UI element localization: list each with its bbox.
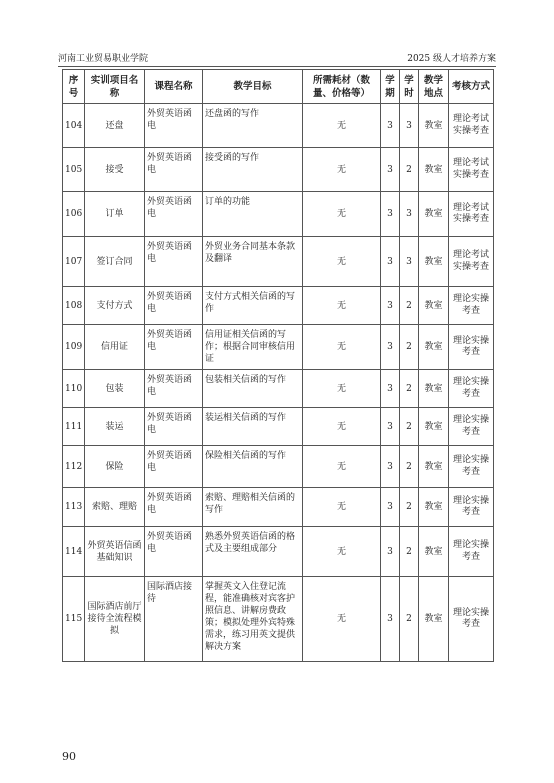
row-number-cell: 110	[63, 370, 85, 408]
teaching-goal-cell: 订单的功能	[203, 192, 303, 237]
row-number-cell: 113	[63, 488, 85, 527]
material-cell: 无	[303, 446, 381, 488]
hours-cell: 3	[400, 104, 419, 148]
term-cell: 3	[381, 527, 400, 577]
term-cell: 3	[381, 577, 400, 662]
assessment-cell: 理论实操考查	[449, 527, 494, 577]
project-name-cell: 索赔、理赔	[85, 488, 145, 527]
location-cell: 教室	[419, 325, 449, 370]
hours-cell: 3	[400, 237, 419, 287]
project-name-cell: 国际酒店前厅接待全流程模拟	[85, 577, 145, 662]
teaching-goal-cell: 索赔、理赔相关信函的写作	[203, 488, 303, 527]
material-cell: 无	[303, 488, 381, 527]
term-cell: 3	[381, 370, 400, 408]
row-number-cell: 109	[63, 325, 85, 370]
table-row	[63, 488, 494, 527]
term-cell: 3	[381, 237, 400, 287]
location-cell: 教室	[419, 446, 449, 488]
table-row	[63, 287, 494, 325]
table-row	[63, 325, 494, 370]
term-cell: 3	[381, 408, 400, 446]
location-cell: 教室	[419, 408, 449, 446]
project-name-cell: 外贸英语信函基础知识	[85, 527, 145, 577]
location-cell: 教室	[419, 577, 449, 662]
assessment-cell: 理论实操考查	[449, 577, 494, 662]
material-cell: 无	[303, 192, 381, 237]
location-cell: 教室	[419, 192, 449, 237]
material-cell: 无	[303, 370, 381, 408]
teaching-goal-cell: 接受函的写作	[203, 148, 303, 192]
project-name-cell: 接受	[85, 148, 145, 192]
assessment-cell: 理论考试实操考查	[449, 237, 494, 287]
course-name-cell: 外贸英语函电	[145, 287, 203, 325]
teaching-goal-cell: 外贸业务合同基本条款及翻译	[203, 237, 303, 287]
term-cell: 3	[381, 192, 400, 237]
row-number-cell: 107	[63, 237, 85, 287]
col-header-course: 课程名称	[145, 70, 203, 104]
course-name-cell: 外贸英语函电	[145, 370, 203, 408]
table-row	[63, 446, 494, 488]
material-cell: 无	[303, 527, 381, 577]
course-name-cell: 外贸英语函电	[145, 446, 203, 488]
row-number-cell: 114	[63, 527, 85, 577]
location-cell: 教室	[419, 287, 449, 325]
location-cell: 教室	[419, 527, 449, 577]
project-name-cell: 包装	[85, 370, 145, 408]
row-number-cell: 105	[63, 148, 85, 192]
hours-cell: 2	[400, 577, 419, 662]
term-cell: 3	[381, 446, 400, 488]
course-name-cell: 外贸英语函电	[145, 527, 203, 577]
term-cell: 3	[381, 488, 400, 527]
project-name-cell: 签订合同	[85, 237, 145, 287]
page-header	[58, 52, 496, 64]
assessment-cell: 理论考试实操考查	[449, 192, 494, 237]
table-row	[63, 237, 494, 287]
hours-cell: 2	[400, 325, 419, 370]
material-cell: 无	[303, 408, 381, 446]
hours-cell: 2	[400, 408, 419, 446]
location-cell: 教室	[419, 104, 449, 148]
assessment-cell: 理论实操考查	[449, 287, 494, 325]
project-name-cell: 支付方式	[85, 287, 145, 325]
header-divider	[58, 66, 496, 67]
row-number-cell: 106	[63, 192, 85, 237]
teaching-goal-cell: 支付方式相关信函的写作	[203, 287, 303, 325]
course-name-cell: 外贸英语函电	[145, 237, 203, 287]
teaching-goal-cell: 装运相关信函的写作	[203, 408, 303, 446]
hours-cell: 2	[400, 287, 419, 325]
training-table	[62, 69, 494, 662]
course-name-cell: 外贸英语函电	[145, 408, 203, 446]
project-name-cell: 订单	[85, 192, 145, 237]
teaching-goal-cell: 保险相关信函的写作	[203, 446, 303, 488]
location-cell: 教室	[419, 148, 449, 192]
table-header-row	[63, 70, 494, 104]
material-cell: 无	[303, 577, 381, 662]
teaching-goal-cell: 还盘函的写作	[203, 104, 303, 148]
col-header-assess: 考核方式	[449, 70, 494, 104]
project-name-cell: 装运	[85, 408, 145, 446]
row-number-cell: 108	[63, 287, 85, 325]
term-cell: 3	[381, 148, 400, 192]
material-cell: 无	[303, 325, 381, 370]
project-name-cell: 还盘	[85, 104, 145, 148]
hours-cell: 3	[400, 192, 419, 237]
row-number-cell: 112	[63, 446, 85, 488]
col-header-goal: 教学目标	[203, 70, 303, 104]
table-row	[63, 104, 494, 148]
course-name-cell: 外贸英语函电	[145, 148, 203, 192]
col-header-project: 实训项目名称	[85, 70, 145, 104]
col-header-material: 所需耗材（数量、价格等）	[303, 70, 381, 104]
table-row	[63, 192, 494, 237]
teaching-goal-cell: 掌握英文入住登记流程，能准确核对宾客护照信息、讲解房费政策；模拟处理外宾特殊需求，练习用英文提供解决方案	[203, 577, 303, 662]
term-cell: 3	[381, 325, 400, 370]
assessment-cell: 理论实操考查	[449, 488, 494, 527]
col-header-hours: 学时	[400, 70, 419, 104]
hours-cell: 2	[400, 527, 419, 577]
project-name-cell: 信用证	[85, 325, 145, 370]
material-cell: 无	[303, 148, 381, 192]
hours-cell: 2	[400, 446, 419, 488]
document-title: 2025 级人才培养方案	[407, 54, 496, 64]
term-cell: 3	[381, 104, 400, 148]
course-name-cell: 外贸英语函电	[145, 325, 203, 370]
school-name: 河南工业贸易职业学院	[58, 54, 149, 64]
assessment-cell: 理论考试实操考查	[449, 148, 494, 192]
table-row	[63, 408, 494, 446]
assessment-cell: 理论实操考查	[449, 408, 494, 446]
assessment-cell: 理论实操考查	[449, 446, 494, 488]
col-header-no: 序号	[63, 70, 85, 104]
table-row	[63, 577, 494, 662]
course-name-cell: 外贸英语函电	[145, 192, 203, 237]
hours-cell: 2	[400, 488, 419, 527]
material-cell: 无	[303, 104, 381, 148]
assessment-cell: 理论考试实操考查	[449, 104, 494, 148]
hours-cell: 2	[400, 370, 419, 408]
course-name-cell: 外贸英语函电	[145, 488, 203, 527]
location-cell: 教室	[419, 237, 449, 287]
teaching-goal-cell: 信用证相关信函的写作；根据合同审核信用证	[203, 325, 303, 370]
hours-cell: 2	[400, 148, 419, 192]
course-name-cell: 外贸英语函电	[145, 104, 203, 148]
page-number: 90	[62, 750, 76, 763]
course-name-cell: 国际酒店接待	[145, 577, 203, 662]
table-row	[63, 370, 494, 408]
assessment-cell: 理论实操考查	[449, 325, 494, 370]
row-number-cell: 111	[63, 408, 85, 446]
location-cell: 教室	[419, 370, 449, 408]
teaching-goal-cell: 熟悉外贸英语信函的格式及主要组成部分	[203, 527, 303, 577]
col-header-term: 学期	[381, 70, 400, 104]
assessment-cell: 理论实操考查	[449, 370, 494, 408]
project-name-cell: 保险	[85, 446, 145, 488]
row-number-cell: 115	[63, 577, 85, 662]
term-cell: 3	[381, 287, 400, 325]
row-number-cell: 104	[63, 104, 85, 148]
table-row	[63, 148, 494, 192]
col-header-place: 教学地点	[419, 70, 449, 104]
teaching-goal-cell: 包装相关信函的写作	[203, 370, 303, 408]
location-cell: 教室	[419, 488, 449, 527]
table-row	[63, 527, 494, 577]
material-cell: 无	[303, 237, 381, 287]
material-cell: 无	[303, 287, 381, 325]
